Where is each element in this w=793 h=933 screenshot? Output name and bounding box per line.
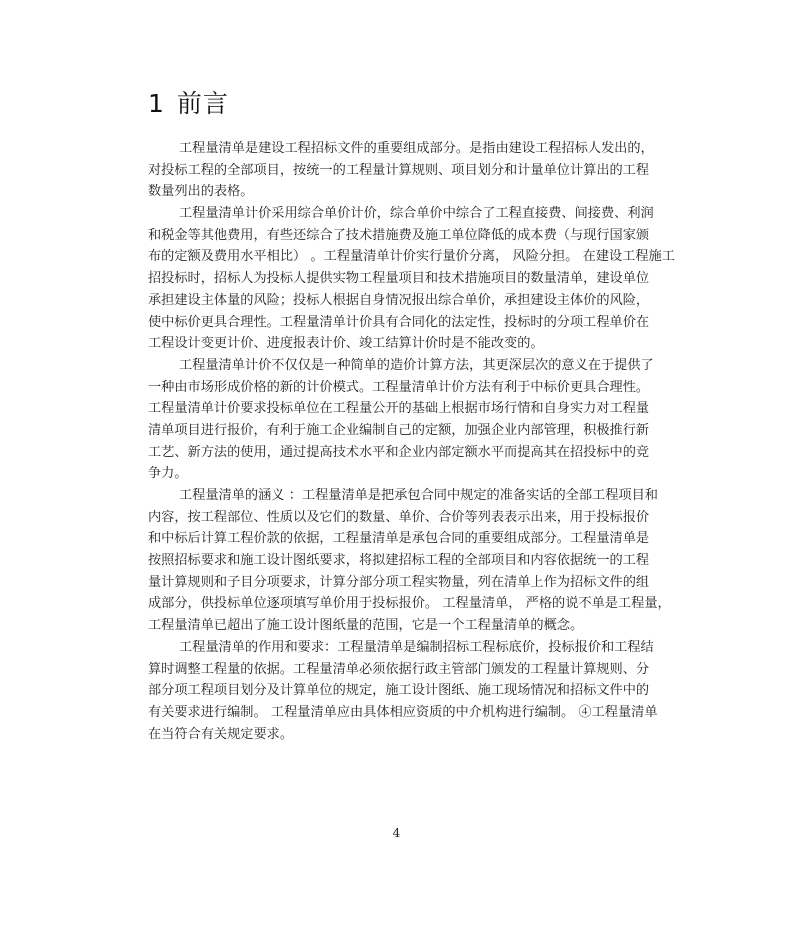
page-number: 4 xyxy=(392,826,401,840)
text-line: 工程量清单已超出了施工设计图纸量的范围，它是一个工程量清单的概念。 xyxy=(148,618,584,634)
text-line: 部分项工程项目划分及计算单位的规定，施工设计图纸、施工现场情况和招标文件中的 xyxy=(148,683,650,699)
text-line: 工程量清单是建设工程招标文件的重要组成部分。是指由建设工程招标人发出的， xyxy=(179,141,654,156)
text-line: 和中标后计算工程价款的依据，工程量清单是承包合同的重要组成部分。工程量清单是 xyxy=(148,531,650,547)
section-number: 1 xyxy=(148,88,165,118)
text-line: 招投标时，招标人为投标人提供实物工程量项目和技术措施项目的数量清单，建设单位 xyxy=(148,271,650,287)
text-line: 工程量清单计价不仅仅是一种简单的造价计算方法，其更深层次的意义在于提供了 xyxy=(179,357,654,373)
paragraph-pricing xyxy=(148,203,708,355)
text-line: 数量列出的表格。 xyxy=(148,184,254,200)
text-line: 工程量清单计价要求投标单位在工程量公开的基础上根据市场行情和自身实力对工程量 xyxy=(148,401,650,417)
text-line: 量计算规则和子目分项要求，计算分部分项工程实物量，列在清单上作为招标文件的组 xyxy=(148,574,650,590)
section-heading xyxy=(148,87,229,121)
text-line: 和税金等其他费用，有些还综合了技术措施费及施工单位降低的成本费（与现行国家颁 xyxy=(148,227,650,243)
paragraph-meaning xyxy=(148,485,708,637)
text-line: 工艺、新方法的使用，通过提高技术水平和企业内部定额水平而提高其在招投标中的竞 xyxy=(148,444,650,460)
text-line: 工程量清单的作用和要求：工程量清单是编制招标工程标底价，投标报价和工程结 xyxy=(179,639,654,655)
body-text xyxy=(148,138,708,745)
text-line: 按照招标要求和施工设计图纸要求，将拟建招标工程的全部项目和内容依据统一的工程 xyxy=(148,553,650,569)
text-line: 算时调整工程量的依据。工程量清单必须依据行政主管部门颁发的工程量计算规则、分 xyxy=(148,661,650,677)
paragraph-definition xyxy=(148,138,708,203)
paragraph-function xyxy=(148,637,708,745)
text-line: 成部分，供投标单位逐项填写单价用于投标报价。 工程量清单， 严格的说不单是工程量， xyxy=(148,596,671,612)
text-line: 工程设计变更计价、进度报表计价、竣工结算计价时是不能改变的。 xyxy=(148,336,544,352)
section-title: 前言 xyxy=(176,88,229,118)
text-line: 承担建设主体量的风险；投标人根据自身情况报出综合单价，承担建设主体价的风险， xyxy=(148,292,650,308)
text-line: 布的定额及费用水平相比） 。工程量清单计价实行量价分离， 风险分担。 在建设工程施工 xyxy=(148,249,675,265)
text-line: 清单项目进行报价，有利于施工企业编制自己的定额，加强企业内部管理，积极推行新 xyxy=(148,422,650,438)
paragraph-significance xyxy=(148,355,708,485)
text-line: 有关要求进行编制。 工程量清单应由具体相应资质的中介机构进行编制。 ④工程量清单 xyxy=(148,704,658,720)
text-line: 工程量清单的涵义 ：工程量清单是把承包合同中规定的准备实话的全部工程项目和 xyxy=(179,488,658,503)
text-line: 对投标工程的全部项目，按统一的工程量计算规则、项目划分和计量单位计算出的工程 xyxy=(148,162,650,178)
text-line: 使中标价更具合理性。工程量清单计价具有合同化的法定性，投标时的分项工程单价在 xyxy=(148,314,650,330)
text-line: 一种由市场形成价格的新的计价模式。工程量清单计价方法有利于中标价更具合理性。 xyxy=(148,379,650,395)
text-line: 争力。 xyxy=(148,466,188,482)
text-line: 工程量清单计价采用综合单价计价，综合单价中综合了工程直接费、间接费、利润 xyxy=(179,206,654,222)
text-line: 内容，按工程部位、性质以及它们的数量、单价、合价等列表表示出来，用于投标报价 xyxy=(148,509,650,525)
text-line: 在当符合有关规定要求。 xyxy=(148,726,294,742)
